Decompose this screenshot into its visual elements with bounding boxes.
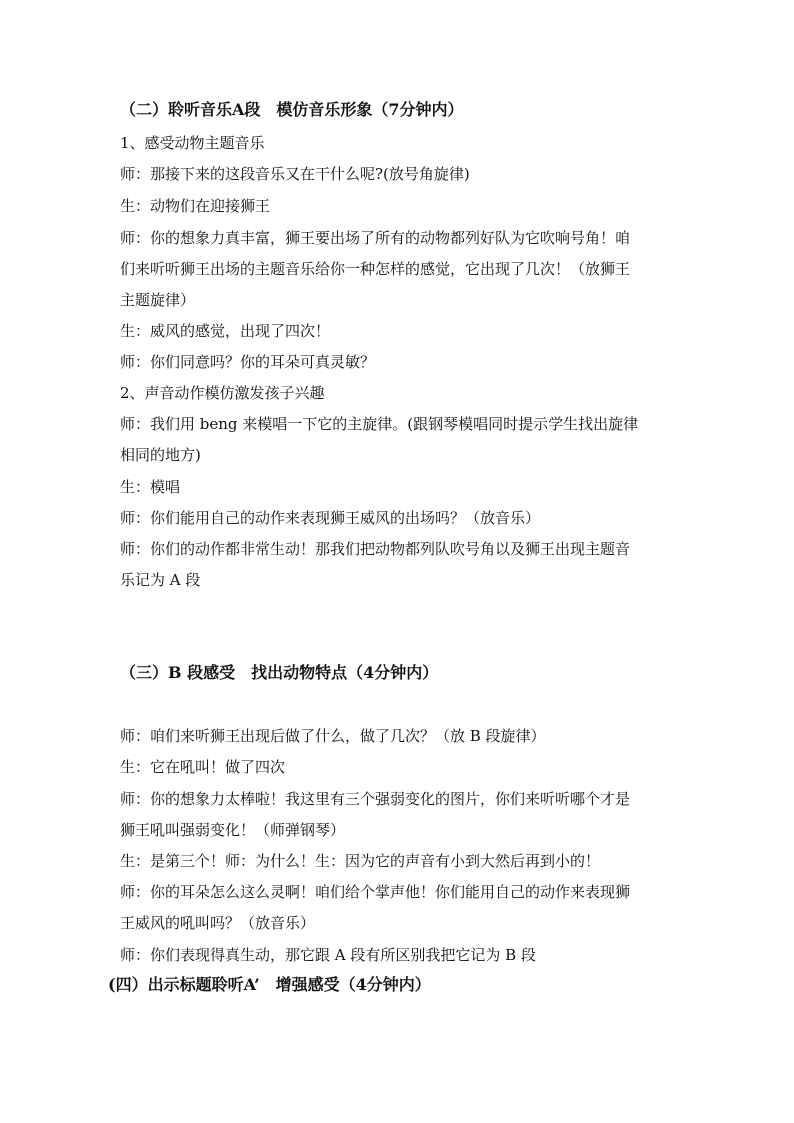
section-2-line-12: 生：模唱 (120, 478, 181, 496)
section-2-line-4: 师：你的想象力真丰富，狮王要出场了所有的动物都列好队为它吹响号角！咱 (120, 229, 631, 247)
section-4-heading: (四）出示标题聆听A’ 增强感受（4分钟内） (108, 975, 431, 994)
section-3-line-2: 生：它在吼叫！做了四次 (120, 758, 286, 776)
section-3-line-1: 师：咱们来听狮王出现后做了什么，做了几次？（放 B 段旋律） (120, 727, 546, 745)
section-2-line-14: 师：你们的动作都非常生动！那我们把动物都列队吹号角以及狮王出现主题音 (120, 540, 631, 558)
section-2-line-7: 生：威风的感觉，出现了四次！ (120, 322, 331, 340)
section-2-line-6: 主题旋律） (120, 291, 196, 309)
section-2-line-1: 1、感受动物主题音乐 (120, 134, 265, 152)
section-2-line-10: 师：我们用 beng 来模唱一下它的主旋律。(跟钢琴模唱同时提示学生找出旋律 (120, 415, 639, 433)
section-3-line-8: 师：你们表现得真生动，那它跟 A 段有所区别我把它记为 B 段 (120, 946, 536, 964)
section-2-line-13: 师：你们能用自己的动作来表现狮王威风的出场吗？（放音乐） (120, 509, 541, 527)
section-3-line-4: 狮王吼叫强弱变化！（师弹钢琴） (120, 821, 346, 839)
section-3-line-7: 王威风的吼叫吗？（放音乐） (120, 914, 316, 932)
section-2-heading: （二）聆听音乐A段 模仿音乐形象（7分钟内） (120, 100, 464, 119)
section-3-heading: （三）B 段感受 找出动物特点（4分钟内） (120, 663, 439, 682)
section-3-line-5: 生：是第三个！师：为什么！生：因为它的声音有小到大然后再到小的！ (120, 852, 601, 870)
section-2-line-8: 师：你们同意吗？你的耳朵可真灵敏？ (120, 353, 376, 371)
section-2-line-11: 相同的地方) (120, 446, 201, 464)
section-2-line-5: 们来听听狮王出场的主题音乐给你一种怎样的感觉，它出现了几次！（放狮王 (120, 260, 631, 278)
section-2-line-15: 乐记为 A 段 (120, 571, 201, 589)
section-3-line-3: 师：你的想象力太棒啦！我这里有三个强弱变化的图片，你们来听听哪个才是 (120, 790, 631, 808)
section-3-line-6: 师：你的耳朵怎么这么灵啊！咱们给个掌声他！你们能用自己的动作来表现狮 (120, 883, 631, 901)
section-2-line-2: 师：那接下来的这段音乐又在干什么呢?(放号角旋律) (120, 165, 470, 183)
section-2-line-9: 2、声音动作模仿激发孩子兴趣 (120, 384, 325, 402)
section-2-line-3: 生：动物们在迎接狮王 (120, 197, 271, 215)
